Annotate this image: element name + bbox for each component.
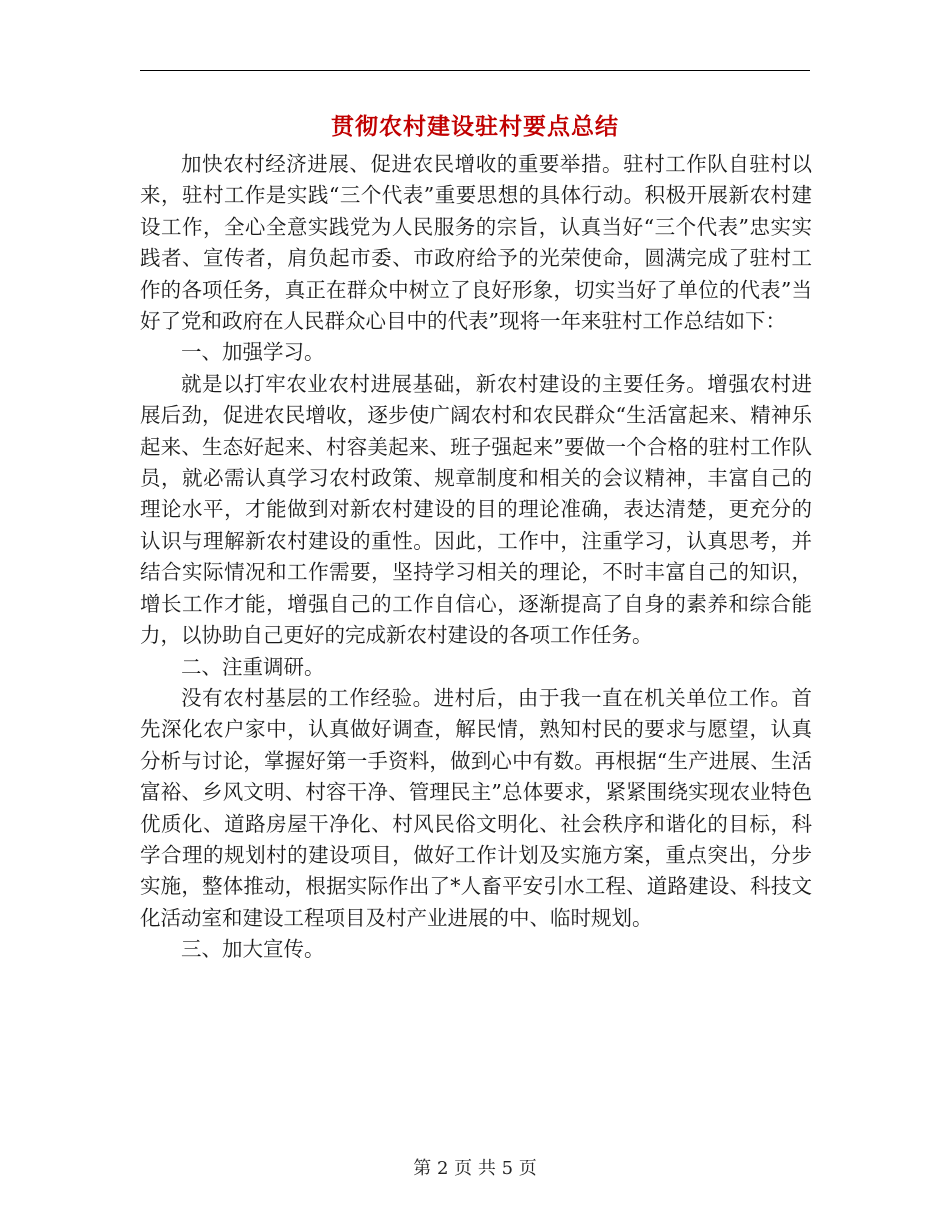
intro-paragraph: 加快农村经济进展、促进农民增收的重要举措。驻村工作队自驻村以来，驻村工作是实践“三个代表”重要思想的具体行动。积极开展新农村建设工作，全心全意实践党为人民服务的宗旨，认真当好“三个代表”忠实实践者、宣传者，肩负起市委、市政府给予的光荣使命，圆满完成了驻村工作的各项任务，真正在群众中树立了良好形象，切实当好了单位的代表”当好了党和政府在人民群众心目中的代表”现将一年来驻村工作总结如下： [140,152,812,334]
section-heading-study: 一、加强学习。 [181,340,325,365]
section-heading-publicity: 三、加大宣传。 [181,937,325,962]
study-paragraph: 就是以打牢农业农村进展基础，新农村建设的主要任务。增强农村进展后劲，促进农民增收，逐步使广阔农村和农民群众“生活富起来、精神乐起来、生态好起来、村容美起来、班子强起来”要做一个合格的驻村工作队员，就必需认真学习农村政策、规章制度和相关的会议精神，丰富自己的理论水平，才能做到对新农村建设的目的理论准确，表达清楚，更充分的认识与理解新农村建设的重性。因此，工作中，注重学习，认真思考，并结合实际情况和工作需要，坚持学习相关的理论，不时丰富自己的知识，增长工作才能，增强自己的工作自信心，逐渐提高了自身的素养和综合能力，以协助自己更好的完成新农村建设的各项工作任务。 [140,371,812,648]
page-number-footer: 第 2 页 共 5 页 [413,1158,537,1179]
document-body [140,149,812,966]
header-rule [140,70,810,71]
section-heading-research: 二、注重调研。 [181,654,325,679]
research-paragraph: 没有农村基层的工作经验。进村后，由于我一直在机关单位工作。首先深化农户家中，认真做好调查，解民情，熟知村民的要求与愿望，认真分析与讨论，掌握好第一手资料，做到心中有数。再根据“生产进展、生活富裕、乡风文明、村容干净、管理民主”总体要求，紧紧围绕实现农业特色优质化、道路房屋干净化、村风民俗文明化、社会秩序和谐化的目标，科学合理的规划村的建设项目，做好工作计划及实施方案，重点突出，分步实施，整体推动，根据实际作出了*人畜平安引水工程、道路建设、科技文化活动室和建设工程项目及村产业进展的中、临时规划。 [140,685,812,930]
document-title: 贯彻农村建设驻村要点总结 [331,113,619,140]
